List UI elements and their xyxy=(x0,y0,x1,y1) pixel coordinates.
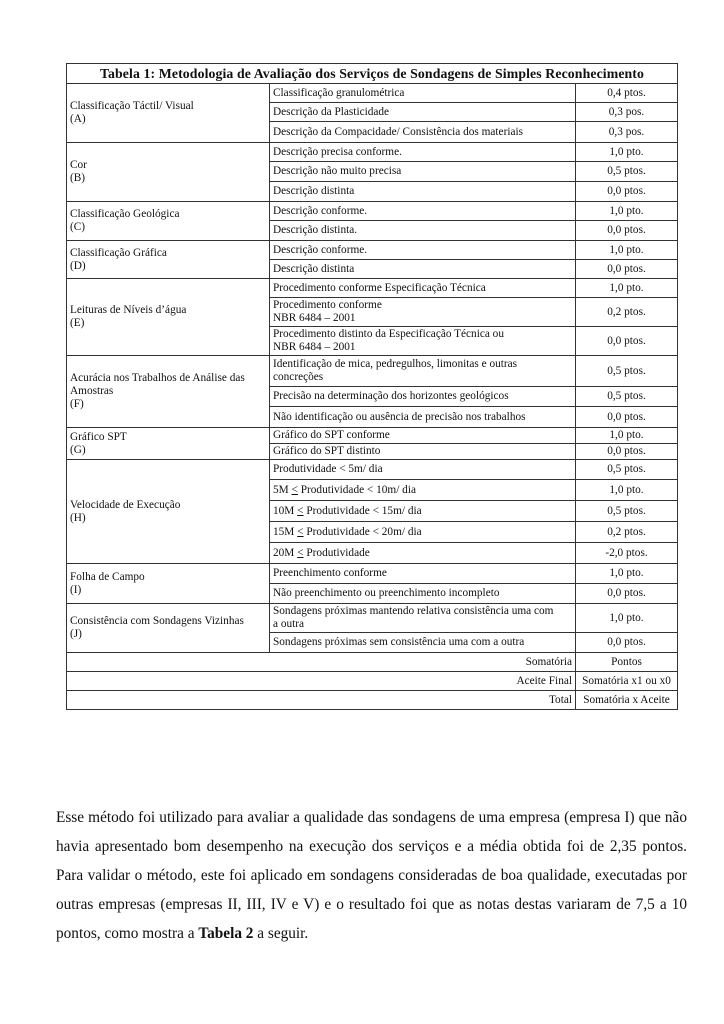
description-line: NBR 6484 – 2001 xyxy=(273,341,356,353)
description-cell xyxy=(270,202,576,221)
points-cell: 0,0 ptos. xyxy=(576,444,678,460)
description-cell xyxy=(270,327,576,356)
points-cell: 0,3 pos. xyxy=(576,103,678,122)
description-line: Identificação de mica, pedregulhos, limonitas e outras xyxy=(273,358,518,370)
description-cell xyxy=(270,543,576,564)
table-row xyxy=(67,279,678,298)
points-cell: 0,0 ptos. xyxy=(576,633,678,653)
points-cell: 0,0 ptos. xyxy=(576,221,678,241)
footer-row xyxy=(67,653,678,672)
description-line: Descrição distinta. xyxy=(273,224,358,236)
description-line: Sondagens próximas mantendo relativa consistência uma com xyxy=(273,605,554,617)
description-cell xyxy=(270,103,576,122)
points-cell: 0,0 ptos. xyxy=(576,182,678,202)
criterion-cell xyxy=(67,460,270,564)
criterion-cell xyxy=(67,143,270,202)
points-cell: 1,0 pto. xyxy=(576,202,678,221)
criterion-label-line: Cor xyxy=(70,159,87,171)
description-cell xyxy=(270,298,576,327)
table-row xyxy=(67,428,678,444)
description-line: 15M < Produtividade < 20m/ dia xyxy=(273,525,422,538)
criterion-label-line: Consistência com Sondagens Vizinhas xyxy=(70,615,244,627)
description-cell xyxy=(270,407,576,428)
footer-value: Somatória x1 ou x0 xyxy=(576,672,678,691)
table-row xyxy=(67,84,678,103)
points-cell: 0,0 ptos. xyxy=(576,327,678,356)
description-line: Não preenchimento ou preenchimento incompleto xyxy=(273,587,500,599)
description-line: Procedimento conforme xyxy=(273,299,382,311)
table-title-row xyxy=(67,64,678,84)
description-cell xyxy=(270,279,576,298)
description-line: Produtividade < 5m/ dia xyxy=(273,463,383,475)
table-row xyxy=(67,241,678,260)
criterion-cell xyxy=(67,564,270,604)
description-cell xyxy=(270,84,576,103)
points-cell: 0,0 ptos. xyxy=(576,407,678,428)
points-cell: 1,0 pto. xyxy=(576,143,678,162)
criterion-label-line: Leituras de Níveis d’água xyxy=(70,304,187,316)
description-cell xyxy=(270,604,576,633)
description-cell xyxy=(270,460,576,480)
description-cell xyxy=(270,241,576,260)
criterion-cell xyxy=(67,604,270,653)
description-line: Gráfico do SPT conforme xyxy=(273,429,390,441)
criterion-cell xyxy=(67,202,270,241)
table-row xyxy=(67,202,678,221)
criterion-label-line: Folha de Campo xyxy=(70,570,145,583)
points-cell: -2,0 ptos. xyxy=(576,543,678,564)
footer-label: Somatória xyxy=(67,653,576,672)
criterion-label-line: (J) xyxy=(70,628,82,640)
table-row xyxy=(67,564,678,584)
criterion-label-line: (F) xyxy=(70,398,84,410)
points-cell: 0,2 ptos. xyxy=(576,522,678,543)
points-cell: 0,0 ptos. xyxy=(576,584,678,604)
description-line: Descrição distinta xyxy=(273,262,355,275)
criterion-cell xyxy=(67,241,270,279)
description-line: Descrição não muito precisa xyxy=(273,165,402,177)
criterion-cell xyxy=(67,279,270,356)
description-line: Gráfico do SPT distinto xyxy=(273,445,381,457)
points-cell: 1,0 pto. xyxy=(576,241,678,260)
description-cell xyxy=(270,584,576,604)
points-cell: 0,5 ptos. xyxy=(576,162,678,182)
description-cell xyxy=(270,387,576,407)
points-cell: 1,0 pto. xyxy=(576,279,678,298)
points-cell: 0,0 ptos. xyxy=(576,260,678,279)
points-cell: 0,5 ptos. xyxy=(576,356,678,387)
table-row xyxy=(67,604,678,633)
points-cell: 1,0 pto. xyxy=(576,564,678,584)
description-line: Procedimento distinto da Especificação Técnica ou xyxy=(273,328,504,340)
description-cell xyxy=(270,162,576,182)
description-line: 5M < Produtividade < 10m/ dia xyxy=(273,483,416,496)
footer-row xyxy=(67,691,678,710)
paragraph-text-end: a seguir. xyxy=(253,925,309,943)
description-cell xyxy=(270,221,576,241)
table-title: Tabela 1: Metodologia de Avaliação dos Serviços de Sondagens de Simples Reconhecimento xyxy=(67,64,678,84)
criterion-label-line: (E) xyxy=(70,317,85,329)
criterion-label-line: Velocidade de Execução xyxy=(70,498,181,511)
evaluation-methodology-table xyxy=(66,63,678,710)
description-cell xyxy=(270,522,576,543)
description-line: Descrição conforme. xyxy=(273,204,368,217)
description-cell xyxy=(270,501,576,522)
criterion-label-line: Classificação Gráfica xyxy=(70,246,167,259)
criterion-label-line: (H) xyxy=(70,511,86,524)
description-line: Não identificação ou ausência de precisão nos trabalhos xyxy=(273,410,526,423)
description-cell xyxy=(270,480,576,501)
description-line: Procedimento conforme Especificação Técnica xyxy=(273,281,486,294)
points-cell: 1,0 pto. xyxy=(576,604,678,633)
footer-row xyxy=(67,672,678,691)
paragraph-text: Esse método foi utilizado para avaliar a qualidade das sondagens de uma empresa (empresa I) que não havia apresentado bom desempenho na execução dos serviços e a média obtida foi de 2,35 pontos. Para validar o método, este foi aplicado em sondagens consideradas de boa qualidade, executadas por outras empresas (empresas II, III, IV e V) e o resultado foi que as notas destas variaram de 7,5 a 10 pontos, como mostra a xyxy=(56,809,687,943)
criterion-label-line: (D) xyxy=(70,259,86,272)
criterion-label-line: Gráfico SPT xyxy=(70,430,127,443)
table-row xyxy=(67,143,678,162)
criterion-cell xyxy=(67,356,270,428)
table-2-reference: Tabela 2 xyxy=(198,925,254,943)
points-cell: 0,4 ptos. xyxy=(576,84,678,103)
footer-label: Aceite Final xyxy=(67,672,576,691)
description-line: Classificação granulométrica xyxy=(273,86,405,99)
description-cell xyxy=(270,260,576,279)
footer-value: Somatória x Aceite xyxy=(576,691,678,710)
description-cell xyxy=(270,428,576,444)
points-cell: 1,0 pto. xyxy=(576,480,678,501)
description-cell xyxy=(270,564,576,584)
description-line: Descrição conforme. xyxy=(273,243,368,256)
points-cell: 1,0 pto. xyxy=(576,428,678,444)
description-line: Descrição precisa conforme. xyxy=(273,145,402,158)
description-line: Descrição distinta xyxy=(273,185,355,197)
footer-label: Total xyxy=(67,691,576,710)
description-line: Precisão na determinação dos horizontes geológicos xyxy=(273,390,509,402)
criterion-label-line: (G) xyxy=(70,443,86,456)
description-line: 20M < Produtividade xyxy=(273,546,370,559)
points-cell: 0,5 ptos. xyxy=(576,460,678,480)
description-line: 10M < Produtividade < 15m/ dia xyxy=(273,504,422,517)
table-row xyxy=(67,356,678,387)
description-cell xyxy=(270,633,576,653)
criterion-label-line: (A) xyxy=(70,113,86,125)
description-cell xyxy=(270,182,576,202)
criterion-label-line: Classificação Táctil/ Visual xyxy=(70,100,194,112)
description-cell xyxy=(270,444,576,460)
criterion-label-line: Acurácia nos Trabalhos de Análise das Amostras xyxy=(70,372,245,397)
description-line: Sondagens próximas sem consistência uma com a outra xyxy=(273,636,525,648)
description-line: concreções xyxy=(273,371,324,383)
points-cell: 0,3 pos. xyxy=(576,122,678,143)
criterion-label-line: (C) xyxy=(70,221,86,233)
footer-value: Pontos xyxy=(576,653,678,672)
criterion-label-line: (I) xyxy=(70,583,82,596)
points-cell: 0,5 ptos. xyxy=(576,387,678,407)
description-cell xyxy=(270,356,576,387)
description-line: a outra xyxy=(273,618,305,630)
criterion-cell xyxy=(67,84,270,143)
criterion-label-line: Classificação Geológica xyxy=(70,208,180,220)
criterion-label-line: (B) xyxy=(70,172,86,184)
points-cell: 0,2 ptos. xyxy=(576,298,678,327)
description-cell xyxy=(270,122,576,143)
criterion-cell xyxy=(67,428,270,460)
table-row xyxy=(67,460,678,480)
evaluation-table-wrapper xyxy=(66,63,677,710)
description-cell xyxy=(270,143,576,162)
description-line: NBR 6484 – 2001 xyxy=(273,312,356,324)
body-paragraph xyxy=(56,803,687,948)
description-line: Descrição da Plasticidade xyxy=(273,105,390,118)
points-cell: 0,5 ptos. xyxy=(576,501,678,522)
description-line: Descrição da Compacidade/ Consistência dos materiais xyxy=(273,125,524,138)
description-line: Preenchimento conforme xyxy=(273,567,387,579)
